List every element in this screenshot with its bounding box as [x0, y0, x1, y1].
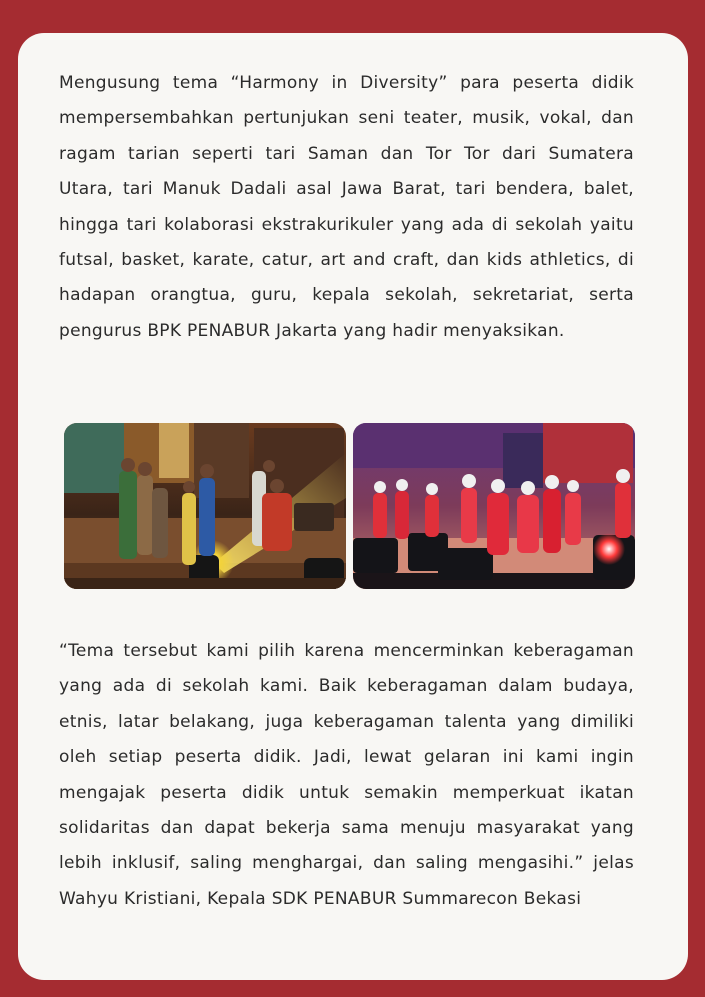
article-paragraph-quote: “Tema tersebut kami pilih karena mencerminkan keberagaman yang ada di sekolah kami. Baik keberagaman dalam budaya, etnis, latar belakang, juga keberagaman talenta yang dimiliki oleh setiap peserta didik. Jadi, lewat gelaran ini kami ingin mengajak peserta didik untuk semakin memperkuat ikatan solidaritas dan dapat bekerja sama menuju masyarakat yang lebih inklusif, saling menghargai, dan saling mengasihi.” jelas Wahyu Kristiani, Kepala SDK PENABUR Summarecon Bekasi — [59, 641, 634, 909]
article-paragraph-intro: Mengusung tema “Harmony in Diversity” para peserta didik mempersembahkan pertunjukan seni teater, musik, vokal, dan ragam tarian seperti tari Saman dan Tor Tor dari Sumatera Utara, tari Manuk Dadali asal Jawa Barat, tari bendera, balet, hingga tari kolaborasi ekstrakurikuler yang ada di sekolah yaitu futsal, basket, karate, catur, art and craft, dan kids athletics, di hadapan orangtua, guru, kepala sekolah, sekretariat, serta pengurus BPK PENABUR Jakarta yang hadir menyaksikan. — [59, 73, 634, 341]
dance-performance-photo — [353, 423, 635, 589]
theater-performance-photo — [64, 423, 346, 589]
